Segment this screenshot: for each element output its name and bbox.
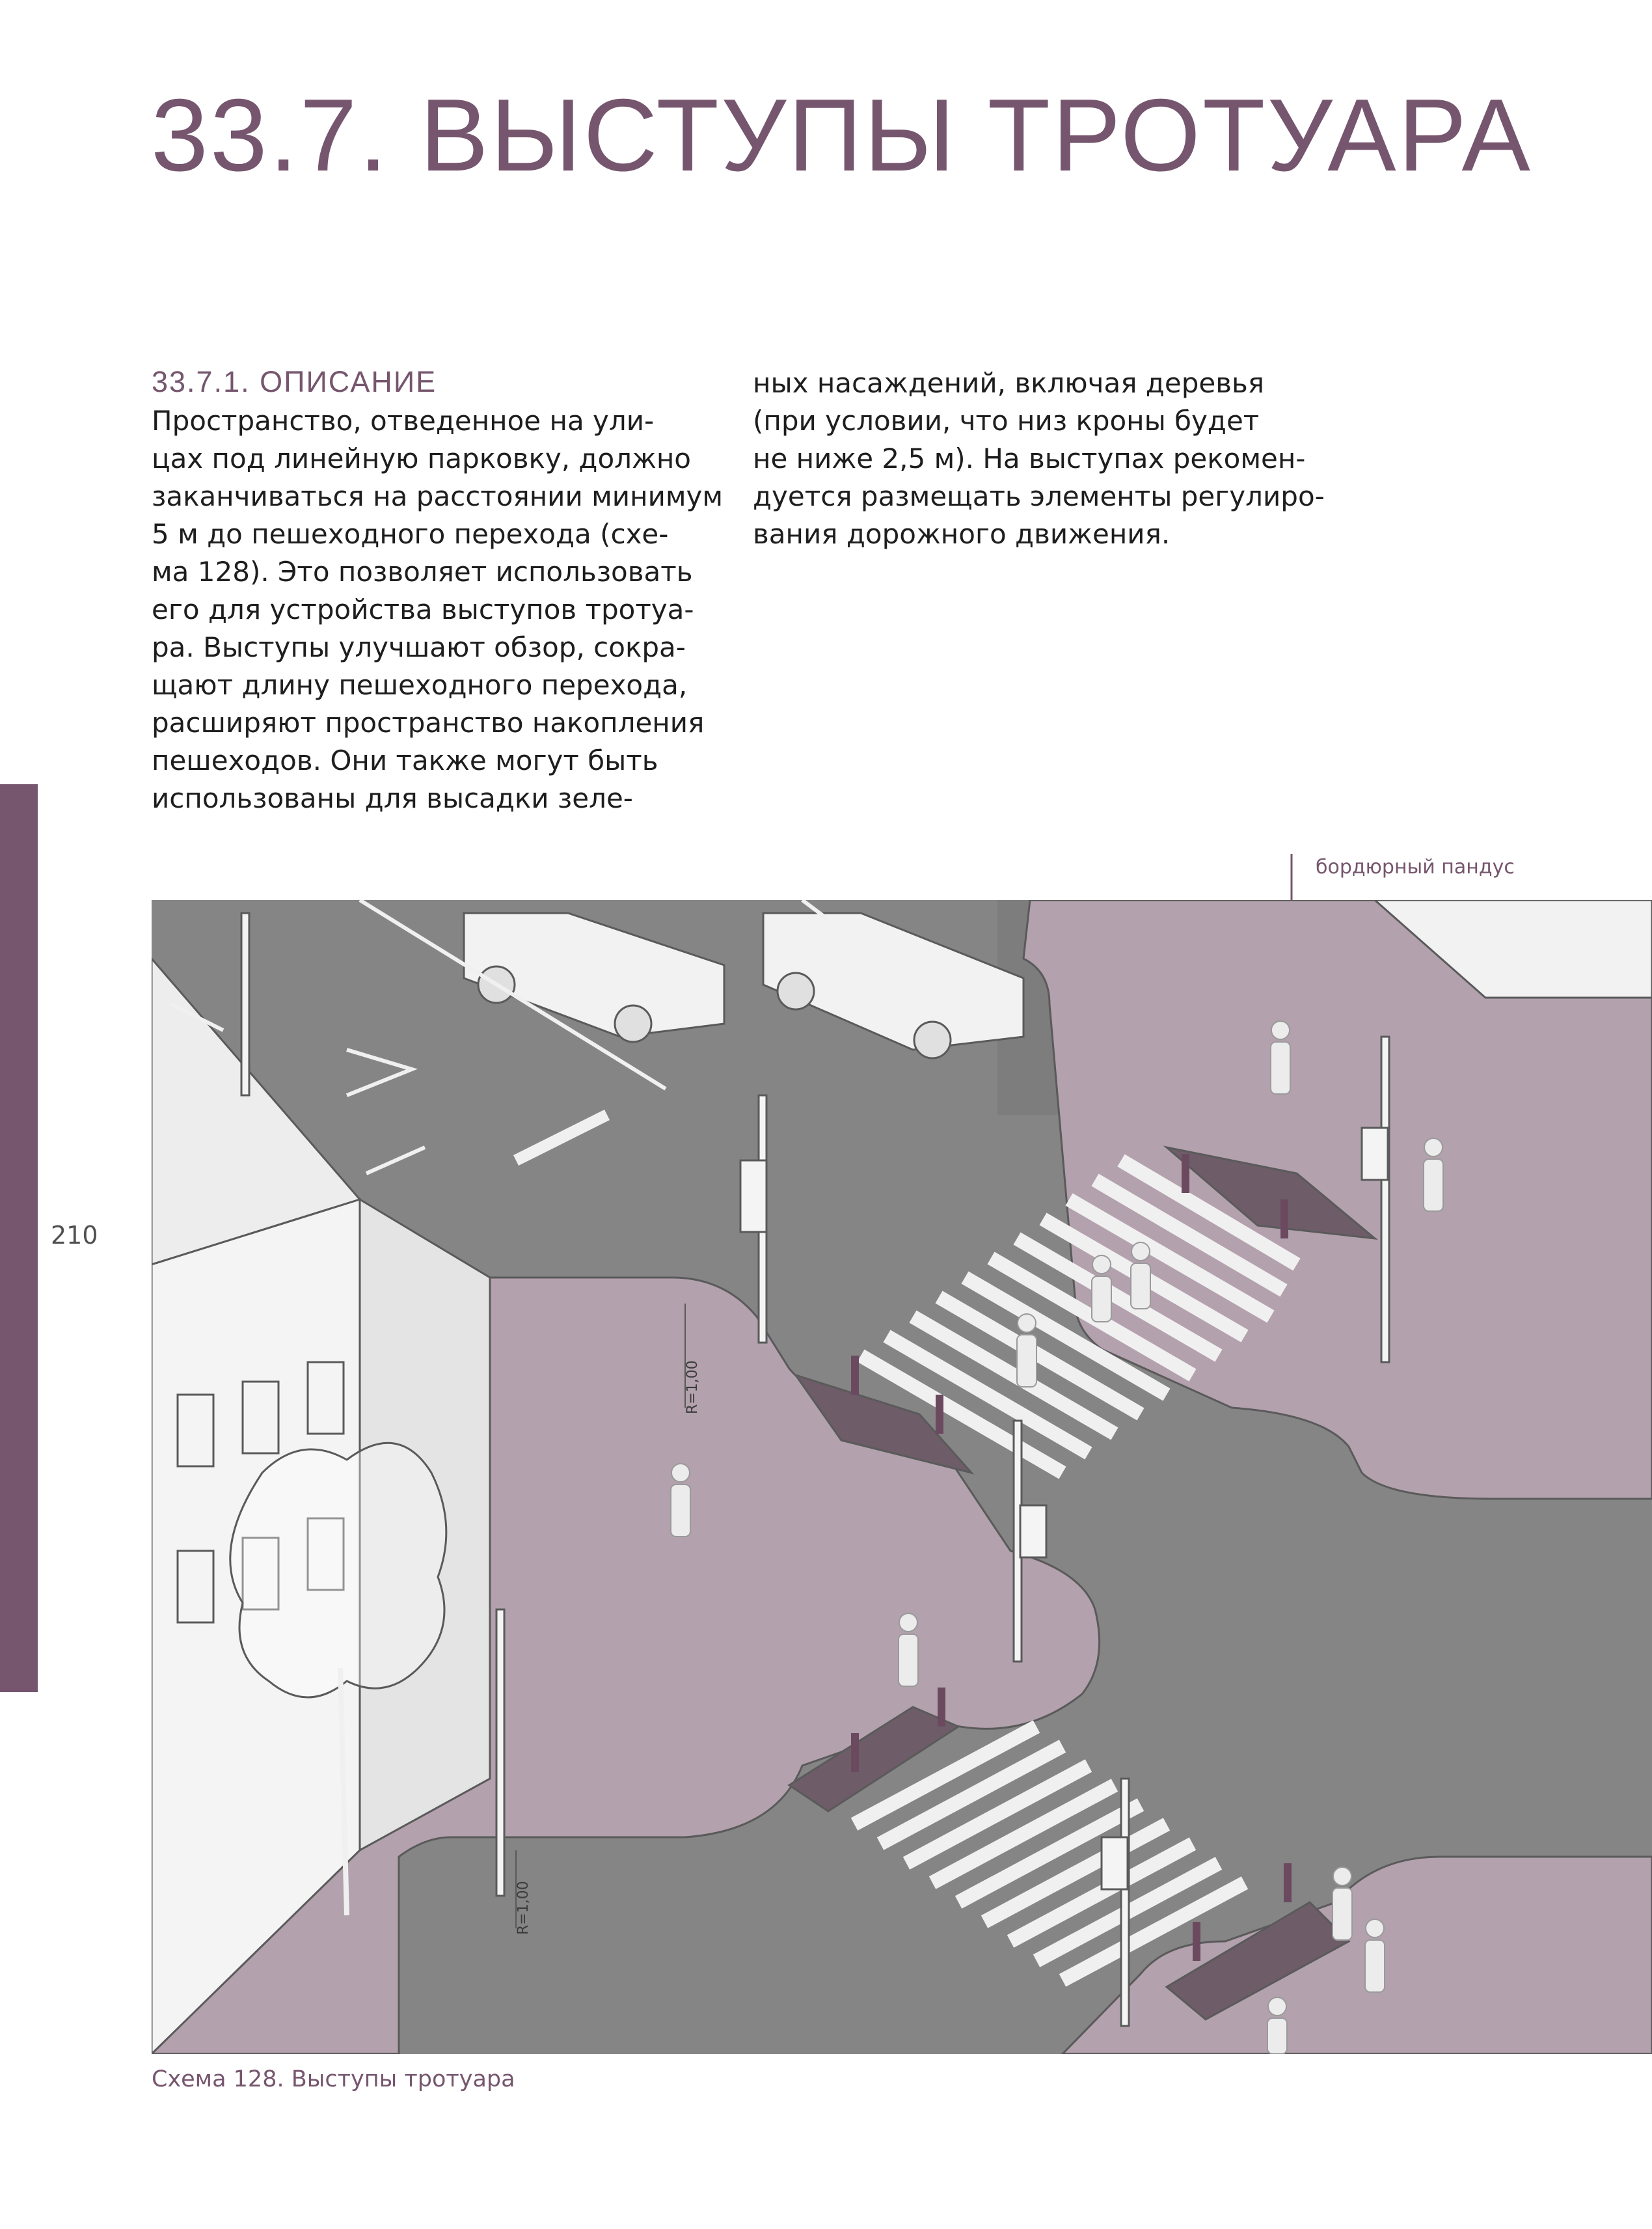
body-line: ных насаждений, включая деревья bbox=[753, 367, 1264, 399]
street-light-pole bbox=[241, 913, 249, 1095]
radius-label: R=1,00 bbox=[515, 1881, 532, 1935]
pedestrian bbox=[1424, 1138, 1443, 1211]
body-line: ма 128). Это позволяет использовать bbox=[152, 556, 693, 588]
body-line: его для устройства выступов тротуа- bbox=[152, 594, 694, 625]
figure-caption: Схема 128. Выступы тротуара bbox=[152, 2066, 515, 2092]
body-line: (при условии, что низ кроны будет bbox=[753, 405, 1260, 437]
body-line: Пространство, отведенное на ули- bbox=[152, 405, 655, 437]
body-line: щают длину пешеходного перехода, bbox=[152, 669, 688, 701]
body-line: не ниже 2,5 м). На выступах рекомен- bbox=[753, 443, 1306, 474]
section-heading: 33.7.1. ОПИСАНИЕ bbox=[152, 365, 437, 398]
body-line: использованы для высадки зеле- bbox=[152, 782, 633, 814]
body-line: заканчиваться на расстоянии минимум bbox=[152, 480, 724, 512]
pedestrian bbox=[1333, 1867, 1352, 1940]
pedestrian bbox=[899, 1613, 918, 1686]
body-line: расширяют пространство накопления bbox=[152, 707, 705, 739]
body-line: пешеходов. Они также могут быть bbox=[152, 745, 658, 776]
tree-crown bbox=[230, 1443, 446, 1697]
body-line: ра. Выступы улучшают обзор, сокра- bbox=[152, 631, 686, 663]
pedestrian bbox=[1271, 1021, 1290, 1094]
chapter-side-band bbox=[0, 784, 38, 1692]
radius-label: R=1,00 bbox=[684, 1360, 701, 1414]
pedestrian bbox=[1267, 1997, 1287, 2054]
page-title: 33.7. ВЫСТУПЫ ТРОТУАРА bbox=[151, 78, 1532, 193]
isometric-intersection-illustration bbox=[152, 900, 1652, 2054]
pedestrian bbox=[671, 1464, 690, 1537]
body-text-left-column bbox=[152, 402, 723, 817]
pedestrian bbox=[1017, 1314, 1036, 1387]
curb-ramp-annotation: бордюрный пандус bbox=[1316, 856, 1515, 879]
page-number: 210 bbox=[51, 1221, 98, 1250]
body-line: дуется размещать элементы регулиро- bbox=[753, 480, 1325, 512]
street-light-pole bbox=[496, 1609, 504, 1896]
body-line: 5 м до пешеходного перехода (схе- bbox=[152, 518, 669, 550]
body-line: вания дорожного движения. bbox=[753, 518, 1171, 550]
pedestrian bbox=[1131, 1242, 1150, 1309]
pedestrian bbox=[1365, 1919, 1385, 1992]
body-text-right-column bbox=[753, 364, 1325, 553]
pedestrian bbox=[1092, 1255, 1111, 1322]
body-line: цах под линейную парковку, должно bbox=[152, 443, 692, 474]
